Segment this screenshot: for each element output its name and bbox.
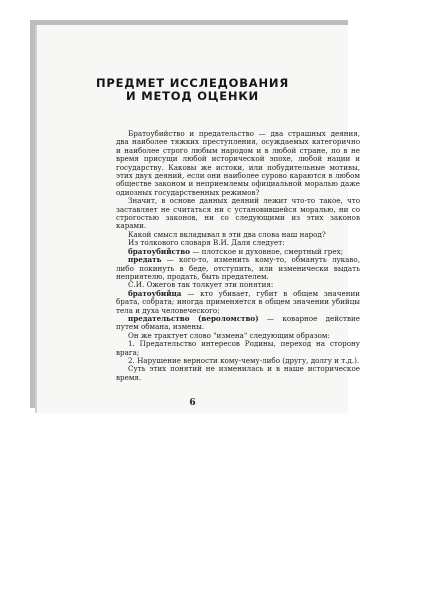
definition-term: предательство (вероломство) bbox=[128, 313, 259, 323]
chapter-title-line-2: И МЕТОД ОЦЕНКИ bbox=[126, 89, 259, 103]
paragraph-meaning: Какой смысл вкладывал в эти два слова наш народ? bbox=[128, 229, 326, 239]
page-number: 6 bbox=[189, 398, 196, 408]
izmena-item-1: 1. Предательство интересов Родины, переход на сторону врага; bbox=[116, 339, 360, 357]
ozhegov-definition-2 bbox=[116, 315, 360, 332]
paragraph-ozhegov-intro: С.И. Ожегов так толкует эти понятия: bbox=[128, 280, 274, 290]
chapter-title-line-1: ПРЕДМЕТ ИССЛЕДОВАНИЯ bbox=[96, 76, 289, 90]
definition-text: — кого-то, изменить кому-то, обмануть лукаво, либо покинуть в беде, отступить, или изменически выдать неприятелю, продать, быть предателем. bbox=[116, 255, 360, 281]
body-text bbox=[116, 130, 360, 382]
paragraph-intro: Братоубийство и предательство — два страшных деяния, два наиболее тяжких преступления, осуждаемых категорично и наиболее строго любым народом и в любой стране, по в не время присущи любой исторической эпохе, любой нации и государству. Каковы же истоки, или побудительные мотивы, этих двух деяний, если они наиболее сурово караются в любом обществе законом и неприемлемы официальной моралью даже одиозных государственных режимов? bbox=[116, 129, 360, 197]
book-page bbox=[37, 25, 360, 413]
definition-text: — плотское и духовное, смертный грех; bbox=[190, 246, 344, 256]
definition-term: предать bbox=[128, 255, 162, 265]
paragraph-question: Значит, в основе данных деяний лежит что-то такое, что заставляет не считаться ни с установившейся моралью, ни со строгостью законов, ни со следующими из этих законов карами. bbox=[116, 196, 360, 231]
definition-term: братоубийца bbox=[128, 288, 182, 298]
definition-text: — коварное действие путем обмана, измены. bbox=[116, 313, 360, 332]
paragraph-izmena-intro: Он же трактует слово "измена" следующим образом: bbox=[128, 330, 330, 340]
definition-term: братоубийство bbox=[128, 246, 190, 256]
dal-definition-2 bbox=[116, 256, 360, 281]
ozhegov-definition-1 bbox=[116, 290, 360, 315]
paragraph-dal-intro: Из толкового словаря В.И. Даля следует: bbox=[128, 238, 285, 248]
paragraph-closing: Суть этих понятий не изменилась и в наше историческое время. bbox=[116, 364, 360, 382]
definition-text: — кто убивает, губит в общем значении брата, собрата; иногда применяется в общем значении убийцы тела и духа человеческого; bbox=[116, 288, 360, 315]
izmena-item-2: 2. Нарушение верности кому-чему-либо (другу, долгу и т.д.). bbox=[128, 355, 360, 365]
